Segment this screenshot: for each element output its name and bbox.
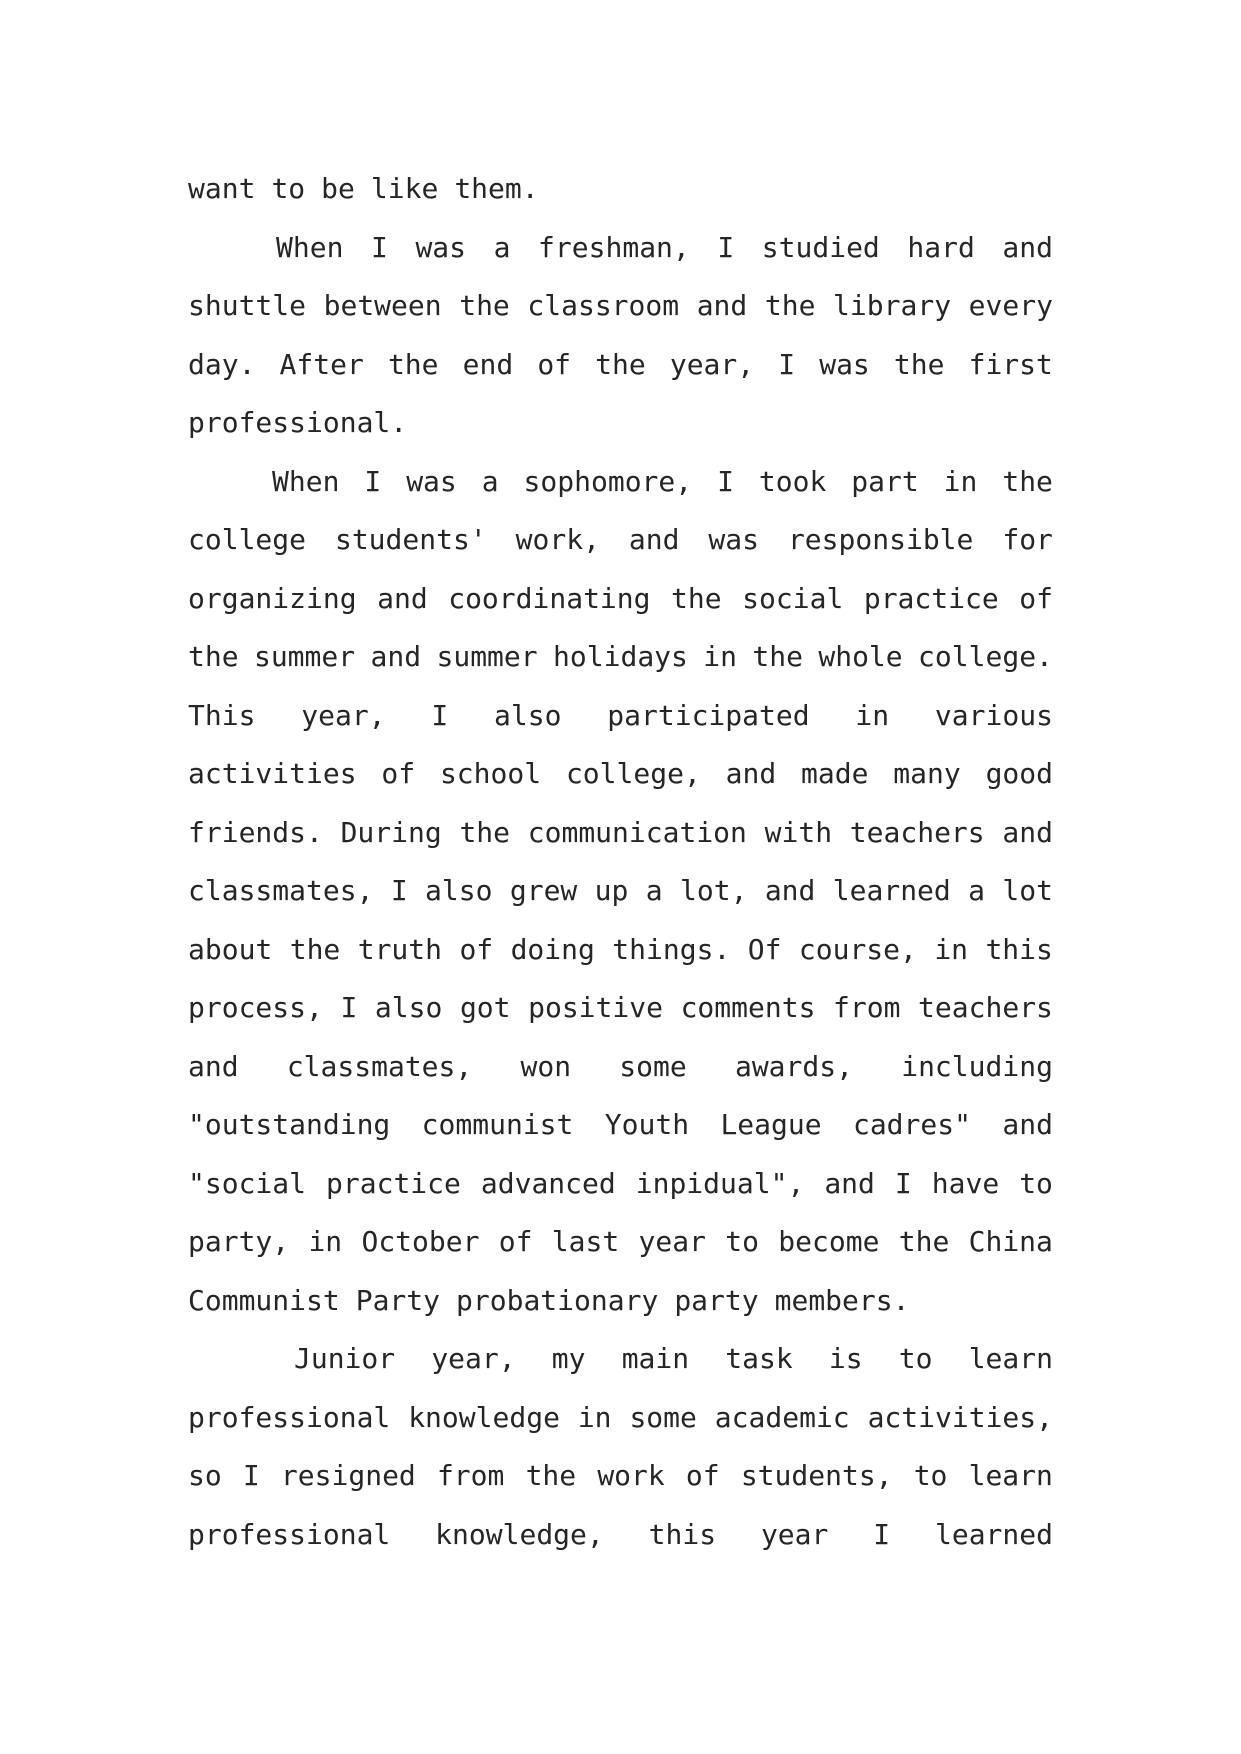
- text-line: [188, 1155, 1053, 1214]
- word: college: [188, 523, 307, 556]
- text-line: [188, 570, 1053, 629]
- word: school: [439, 757, 542, 790]
- word: lot: [1002, 874, 1053, 907]
- text-line: [188, 804, 1053, 863]
- word: I: [873, 1517, 891, 1551]
- word: the: [387, 347, 439, 381]
- word: I: [717, 230, 735, 264]
- word: knowledge: [408, 1400, 560, 1434]
- word: professional: [188, 1400, 391, 1434]
- word: in: [943, 464, 978, 498]
- word: have: [931, 1166, 1000, 1200]
- word: was: [708, 523, 759, 556]
- word: things.: [612, 932, 731, 966]
- word: summer: [253, 640, 356, 673]
- word: library: [833, 289, 952, 322]
- word: holidays: [553, 640, 688, 673]
- word: last: [551, 1225, 620, 1258]
- word: students,: [740, 1459, 893, 1492]
- word: year,: [431, 1342, 516, 1375]
- word: and: [188, 1049, 239, 1083]
- word: took: [758, 464, 827, 498]
- word: I: [717, 464, 734, 498]
- word: When: [276, 230, 344, 264]
- word: a: [968, 874, 986, 907]
- word: responsible: [787, 523, 974, 556]
- word: cadres": [852, 1108, 971, 1141]
- word: of: [459, 932, 494, 966]
- word: Of: [747, 932, 782, 966]
- word: main: [621, 1342, 690, 1375]
- word: resigned: [280, 1459, 416, 1492]
- word: When: [272, 464, 340, 498]
- text-line: [188, 979, 1053, 1038]
- word: of: [498, 1225, 533, 1258]
- word: day.: [188, 347, 256, 381]
- word: various: [934, 698, 1053, 732]
- word: activities,: [867, 1400, 1053, 1434]
- word: I: [431, 698, 449, 732]
- text-line: [188, 1096, 1053, 1155]
- word: practice: [863, 581, 999, 615]
- word: work,: [515, 523, 600, 556]
- word: This: [188, 698, 256, 732]
- word: the: [459, 815, 511, 849]
- word: I: [340, 991, 358, 1024]
- word: awards,: [734, 1049, 853, 1083]
- word: whole: [818, 640, 903, 673]
- word: to: [913, 1459, 948, 1492]
- word: between: [323, 289, 442, 322]
- word: and: [628, 523, 680, 556]
- word: I: [894, 1166, 912, 1200]
- word: "outstanding: [188, 1108, 391, 1141]
- text-line: [188, 1038, 1053, 1097]
- word: Party: [355, 1283, 441, 1317]
- word: and: [1002, 815, 1053, 849]
- body-text: [188, 160, 1053, 1564]
- word: truth: [357, 932, 443, 966]
- word: them.: [454, 172, 539, 205]
- word: Communist: [188, 1283, 340, 1317]
- word: many: [893, 757, 961, 790]
- text-line: [188, 160, 1053, 219]
- text-line: [188, 862, 1053, 921]
- word: the: [671, 581, 722, 615]
- word: from: [833, 991, 901, 1024]
- word: year: [638, 1225, 706, 1258]
- word: of: [1019, 581, 1053, 615]
- word: Junior: [294, 1342, 396, 1375]
- word: communist: [421, 1108, 574, 1141]
- word: about: [188, 932, 273, 966]
- word: this: [985, 932, 1053, 966]
- word: a: [645, 874, 663, 907]
- word: was: [819, 347, 870, 381]
- word: party,: [188, 1225, 290, 1258]
- word: grew: [509, 874, 578, 907]
- word: part: [851, 464, 919, 498]
- word: the: [525, 1459, 577, 1492]
- word: and: [725, 757, 777, 790]
- text-line: [188, 1213, 1053, 1272]
- word: of: [537, 347, 572, 381]
- word: classmates,: [286, 1049, 473, 1083]
- word: freshman,: [538, 230, 690, 264]
- word: made: [801, 757, 869, 790]
- text-line: [188, 219, 1053, 278]
- word: also: [494, 698, 562, 732]
- word: so: [188, 1459, 222, 1492]
- word: I: [778, 347, 796, 381]
- word: positive: [528, 991, 663, 1024]
- word: inpidual",: [635, 1166, 805, 1200]
- word: of: [381, 757, 416, 790]
- word: social: [742, 581, 844, 615]
- word: my: [551, 1342, 586, 1375]
- word: learned: [934, 1517, 1053, 1551]
- word: organizing: [188, 581, 357, 615]
- word: summer: [436, 640, 538, 673]
- text-line: [188, 453, 1053, 512]
- word: the: [188, 640, 239, 673]
- word: good: [985, 757, 1053, 790]
- text-line: [188, 277, 1053, 336]
- word: was: [406, 464, 457, 498]
- word: doing: [510, 932, 595, 966]
- word: in: [308, 1225, 343, 1258]
- word: teachers: [918, 991, 1053, 1024]
- word: probationary: [456, 1283, 659, 1317]
- word: sophomore,: [523, 464, 693, 498]
- text-line: [188, 687, 1053, 746]
- word: Youth: [604, 1108, 690, 1141]
- word: to: [898, 1342, 933, 1375]
- word: I: [242, 1459, 260, 1492]
- word: activities: [188, 757, 357, 790]
- word: China: [968, 1225, 1053, 1258]
- word: and: [824, 1166, 875, 1200]
- word: like: [370, 172, 439, 205]
- word: and: [370, 640, 422, 673]
- word: also: [425, 874, 493, 907]
- word: to: [725, 1225, 759, 1258]
- word: year,: [669, 347, 755, 381]
- text-line: [188, 1447, 1053, 1506]
- word: lot,: [680, 874, 748, 907]
- word: process,: [188, 991, 323, 1024]
- word: teachers: [849, 815, 985, 849]
- text-line: [188, 336, 1053, 395]
- word: task: [725, 1342, 793, 1375]
- word: the: [752, 640, 803, 673]
- word: won: [520, 1049, 572, 1083]
- word: end: [462, 347, 514, 381]
- word: coordinating: [448, 581, 651, 615]
- word: is: [828, 1342, 863, 1375]
- word: October: [361, 1225, 480, 1258]
- word: knowledge,: [435, 1517, 604, 1551]
- word: got: [459, 991, 511, 1024]
- word: students': [334, 523, 487, 556]
- word: and: [696, 289, 748, 322]
- word: become: [778, 1225, 880, 1258]
- word: the: [764, 289, 816, 322]
- word: college,: [565, 757, 701, 790]
- text-line: [188, 1389, 1053, 1448]
- word: communication: [527, 815, 747, 849]
- word: some: [629, 1400, 697, 1434]
- word: from: [436, 1459, 505, 1492]
- word: learn: [968, 1342, 1053, 1375]
- word: year,: [301, 698, 386, 732]
- word: "social: [188, 1166, 307, 1200]
- text-line: [188, 1506, 1053, 1565]
- text-line: [188, 745, 1053, 804]
- word: to: [271, 172, 306, 205]
- word: classmates,: [188, 874, 374, 907]
- word: up: [594, 874, 629, 907]
- text-line: [188, 511, 1053, 570]
- word: the: [595, 347, 646, 381]
- word: some: [619, 1049, 687, 1083]
- word: in: [703, 640, 737, 673]
- word: professional.: [188, 406, 408, 439]
- word: I: [364, 464, 382, 498]
- word: comments: [680, 991, 816, 1024]
- word: be: [321, 172, 355, 205]
- word: of: [685, 1459, 720, 1492]
- word: I: [371, 230, 388, 264]
- word: college.: [918, 640, 1053, 673]
- word: and: [1002, 230, 1053, 264]
- word: the: [1002, 464, 1053, 498]
- word: participated: [607, 698, 810, 732]
- word: in: [855, 698, 890, 732]
- text-line: [188, 1272, 1053, 1331]
- word: and: [764, 874, 816, 907]
- word: learn: [968, 1459, 1053, 1492]
- word: advanced: [480, 1166, 616, 1200]
- word: academic: [714, 1400, 850, 1434]
- word: the: [289, 932, 341, 966]
- word: course,: [798, 932, 917, 966]
- word: After: [279, 347, 364, 381]
- word: with: [764, 815, 833, 849]
- text-line: [188, 1330, 1053, 1389]
- word: also: [374, 991, 443, 1024]
- word: members.: [774, 1283, 910, 1317]
- word: in: [577, 1400, 612, 1434]
- word: League: [720, 1108, 822, 1141]
- word: including: [901, 1049, 1053, 1083]
- word: practice: [326, 1166, 461, 1200]
- word: work: [597, 1459, 665, 1492]
- word: a: [481, 464, 499, 498]
- word: studied: [761, 230, 880, 264]
- word: professional: [188, 1517, 391, 1551]
- word: the: [898, 1225, 950, 1258]
- text-line: [188, 921, 1053, 980]
- word: During: [340, 815, 442, 849]
- word: want: [188, 172, 256, 205]
- word: first: [968, 347, 1053, 381]
- word: in: [934, 932, 969, 966]
- word: hard: [907, 230, 975, 264]
- word: a: [493, 230, 511, 264]
- text-line: [188, 628, 1053, 687]
- text-line: [188, 394, 1053, 453]
- word: for: [1002, 523, 1053, 556]
- word: shuttle: [188, 289, 307, 322]
- word: every: [968, 289, 1053, 322]
- word: and: [1002, 1108, 1053, 1141]
- word: the: [893, 347, 945, 381]
- word: and: [377, 581, 428, 615]
- word: to: [1019, 1166, 1053, 1200]
- word: I: [390, 874, 408, 907]
- word: party: [674, 1283, 759, 1317]
- word: friends.: [188, 815, 323, 849]
- word: the: [459, 289, 510, 322]
- word: learned: [832, 874, 951, 907]
- word: classroom: [527, 289, 680, 322]
- word: year: [760, 1517, 829, 1551]
- word: was: [415, 230, 467, 264]
- word: this: [648, 1517, 717, 1551]
